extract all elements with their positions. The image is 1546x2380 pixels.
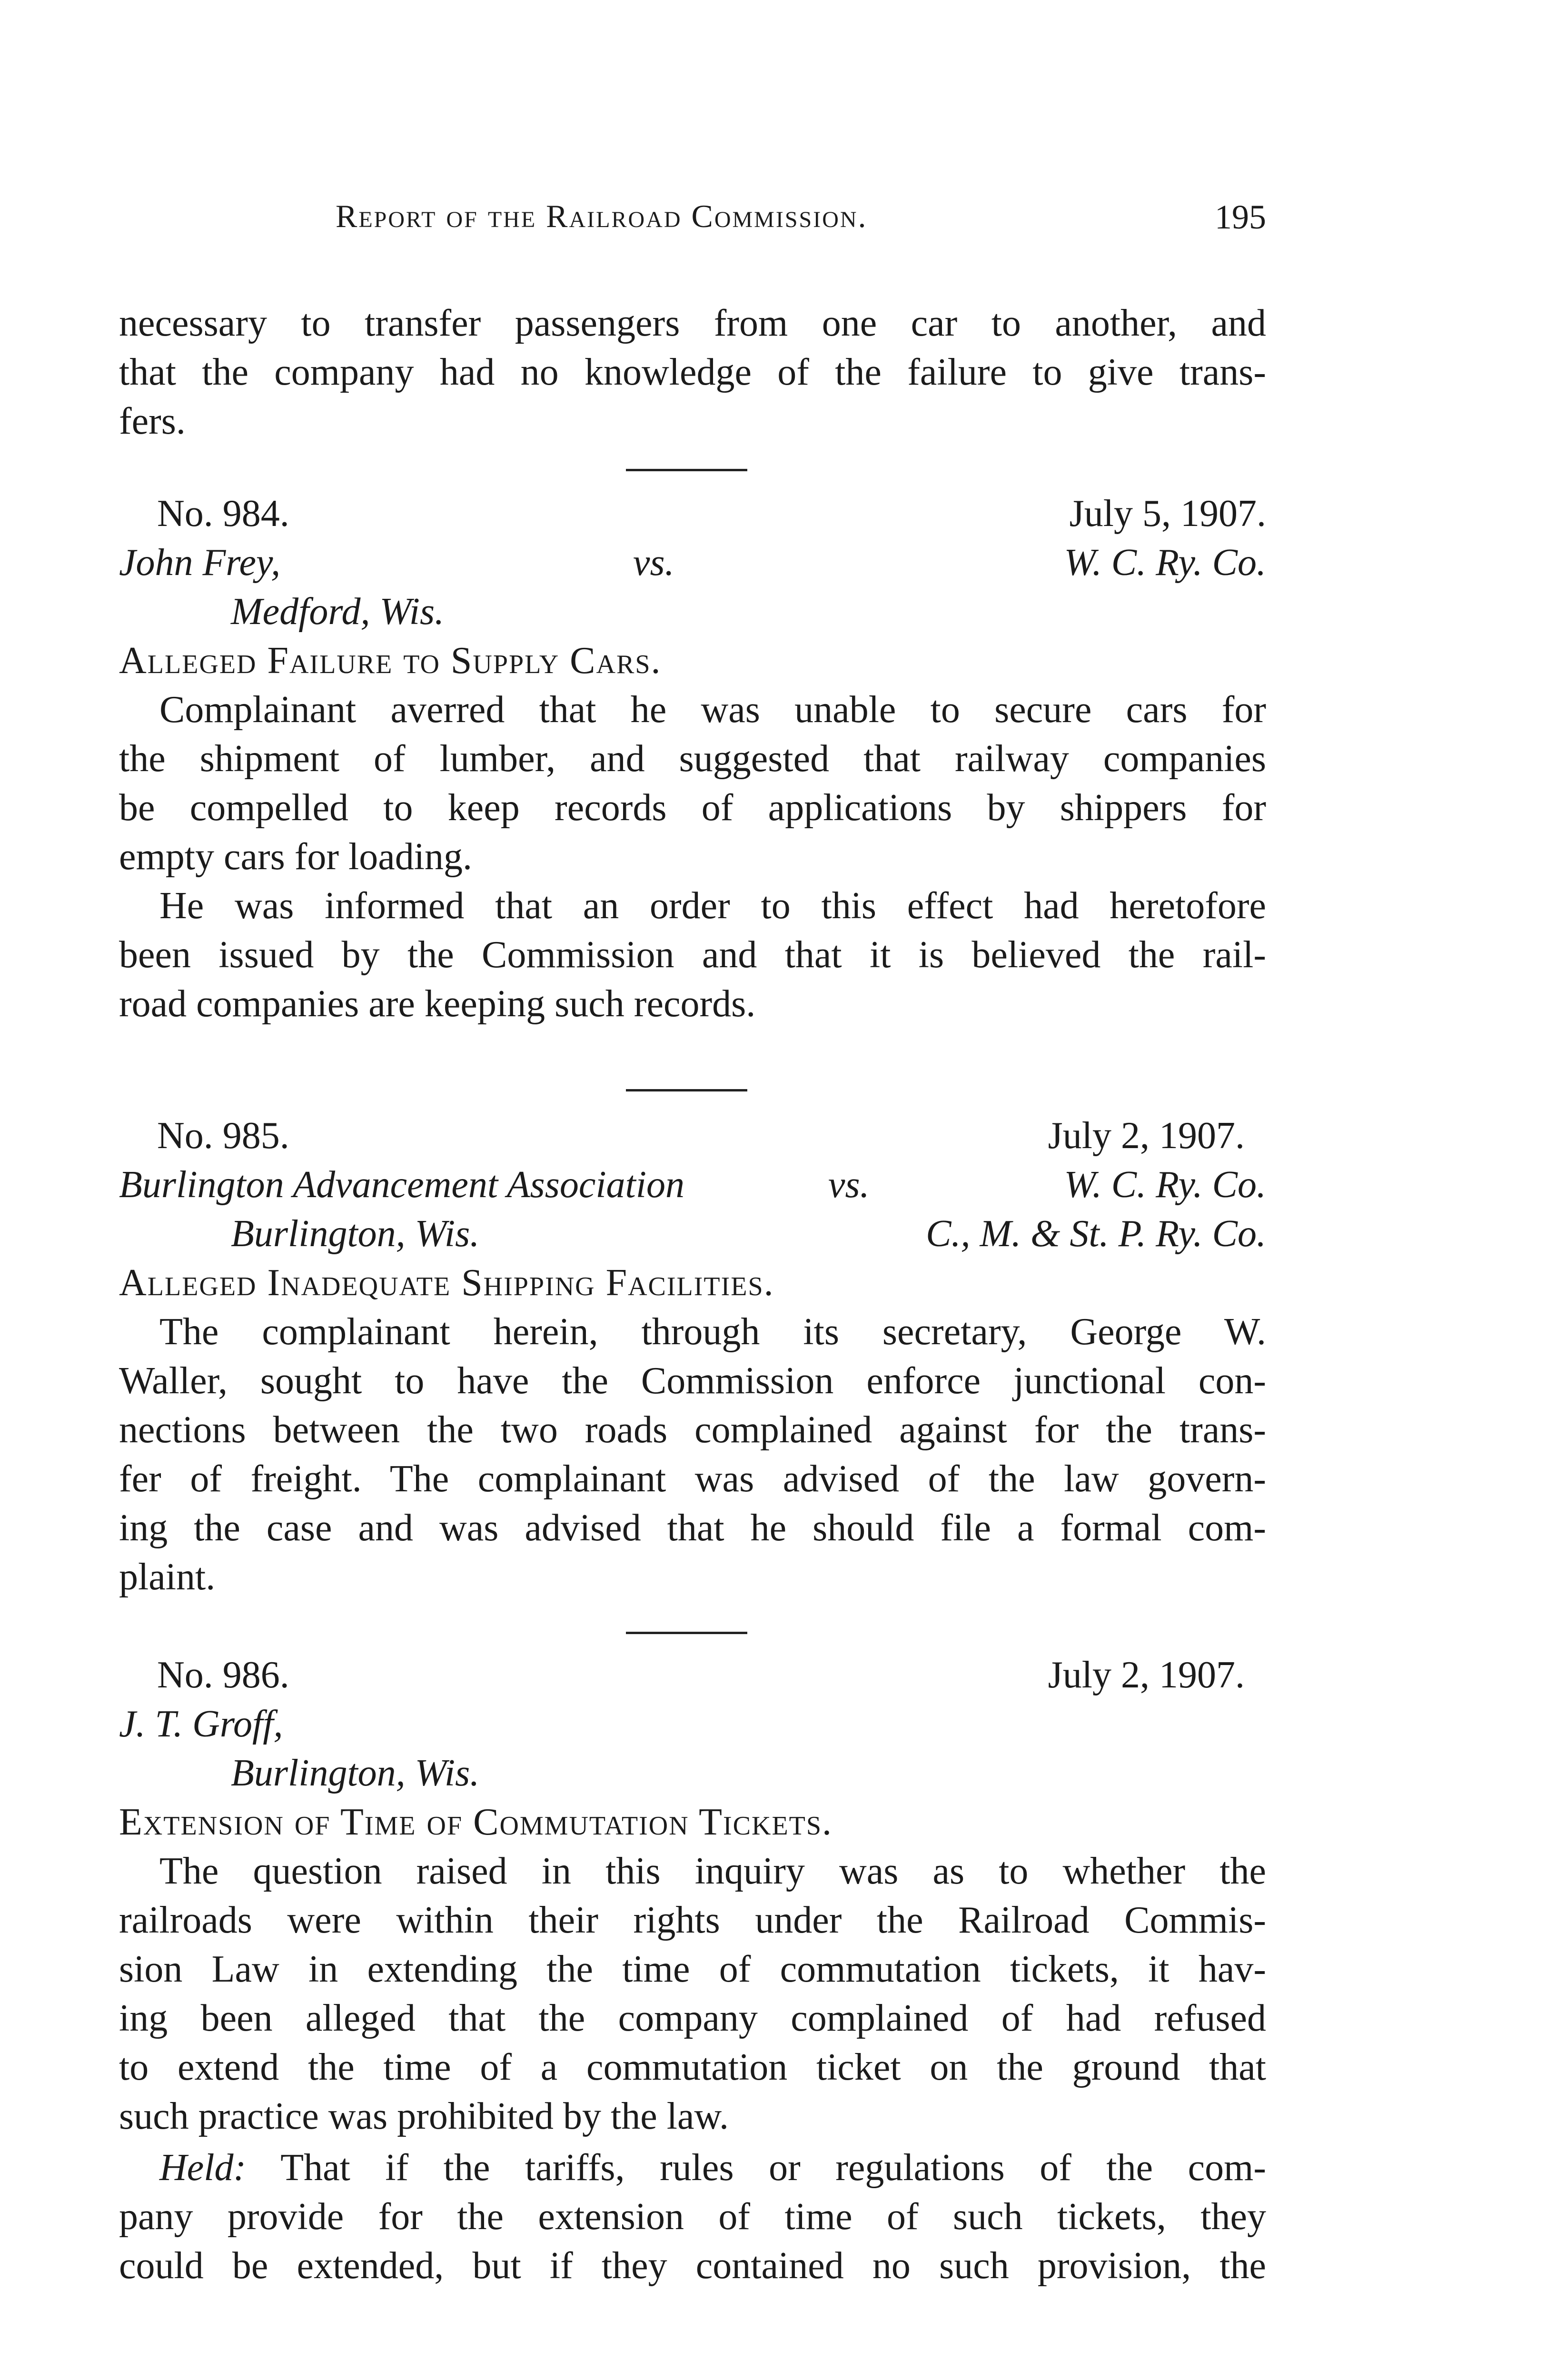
text-line: the shipment of lumber, and suggested that railway companies <box>119 738 1266 780</box>
text-line: could be extended, but if they contained no such provision, the <box>119 2245 1266 2287</box>
case-heading: Alleged Failure to Supply Cars. <box>119 640 662 682</box>
text-line: fers. <box>119 400 186 442</box>
case-984-paragraph-2 <box>119 882 1266 1029</box>
case-985-parties-row <box>119 1160 1266 1210</box>
intro-paragraph <box>119 299 1266 446</box>
respondent-name: W. C. Ry. Co. <box>1064 542 1266 584</box>
case-985-number-row <box>119 1111 1266 1160</box>
text-line <box>119 2143 1266 2192</box>
versus-label: vs. <box>828 1164 870 1206</box>
text-line: railroads were within their rights under the Railroad Commis- <box>119 1899 1266 1941</box>
complainant-place: Burlington, Wis. <box>231 1213 480 1255</box>
text-line: been issued by the Commission and that it is believed the rail- <box>119 934 1266 976</box>
case-number: No. 985. <box>157 1115 289 1157</box>
case-986-parties-row <box>119 1700 1266 1749</box>
held-text: That if the tariffs, rules or regulations of the com- <box>280 2147 1267 2189</box>
text-line: sion Law in extending the time of commutation tickets, it hav- <box>119 1948 1266 1990</box>
case-986-number-row <box>119 1651 1266 1700</box>
complainant-place: Medford, Wis. <box>231 591 445 633</box>
case-986-heading-row <box>119 1798 1266 1847</box>
case-984-paragraph-1 <box>119 685 1266 882</box>
case-985-place-row <box>119 1210 1266 1259</box>
text-line: nections between the two roads complained against for the trans- <box>119 1409 1266 1451</box>
text-line: pany provide for the extension of time of such tickets, they <box>119 2196 1266 2238</box>
text-line: ing been alleged that the company complained of had refused <box>119 1997 1266 2039</box>
case-date: July 2, 1907. <box>1048 1115 1245 1157</box>
case-985-paragraph-1 <box>119 1308 1266 1602</box>
text-line: empty cars for loading. <box>119 836 472 878</box>
section-divider <box>626 1632 747 1634</box>
text-line: He was informed that an order to this effect had heretofore <box>159 885 1266 927</box>
complainant-name: Burlington Advancement Association <box>119 1164 685 1206</box>
case-date: July 5, 1907. <box>1069 493 1266 535</box>
case-986-paragraph-2 <box>119 2143 1266 2291</box>
text-line: plaint. <box>119 1556 216 1598</box>
complainant-name: J. T. Groff, <box>119 1703 283 1745</box>
respondent-name: W. C. Ry. Co. <box>1064 1164 1266 1206</box>
section-divider <box>626 469 747 471</box>
complainant-place: Burlington, Wis. <box>231 1752 480 1794</box>
page-header <box>119 198 1266 250</box>
text-line: be compelled to keep records of applications by shippers for <box>119 787 1266 829</box>
text-line: Complainant averred that he was unable to secure cars for <box>159 689 1266 731</box>
text-line: The complainant herein, through its secretary, George W. <box>159 1311 1266 1353</box>
case-heading: Alleged Inadequate Shipping Facilities. <box>119 1262 774 1304</box>
section-divider <box>626 1089 747 1091</box>
case-986-paragraph-1 <box>119 1847 1266 2141</box>
held-label: Held: <box>159 2147 247 2189</box>
text-line: such practice was prohibited by the law. <box>119 2095 729 2137</box>
versus-label: vs. <box>633 542 674 584</box>
respondent-name: C., M. & St. P. Ry. Co. <box>926 1213 1266 1255</box>
running-title: Report of the Railroad Commission. <box>336 198 868 234</box>
text-line: ing the case and was advised that he should file a formal com- <box>119 1507 1266 1549</box>
case-984-place-row <box>119 587 1266 636</box>
text-line: that the company had no knowledge of the failure to give trans- <box>119 351 1266 393</box>
case-984-heading-row <box>119 636 1266 685</box>
case-984-parties-row <box>119 538 1266 587</box>
case-986-place-row <box>119 1749 1266 1798</box>
complainant-name: John Frey, <box>119 542 281 584</box>
case-number: No. 984. <box>157 493 289 535</box>
case-984-number-row <box>119 489 1266 538</box>
case-985-heading-row <box>119 1259 1266 1308</box>
text-line: fer of freight. The complainant was advised of the law govern- <box>119 1458 1266 1500</box>
case-date: July 2, 1907. <box>1048 1654 1245 1696</box>
case-number: No. 986. <box>157 1654 289 1696</box>
text-line: necessary to transfer passengers from one car to another, and <box>119 302 1266 344</box>
text-line: road companies are keeping such records. <box>119 983 756 1025</box>
case-heading: Extension of Time of Commutation Tickets. <box>119 1801 833 1843</box>
text-line: to extend the time of a commutation ticket on the ground that <box>119 2046 1266 2088</box>
page-number: 195 <box>1215 198 1266 236</box>
text-line: The question raised in this inquiry was as to whether the <box>159 1850 1266 1892</box>
text-line: Waller, sought to have the Commission enforce junctional con- <box>119 1360 1266 1402</box>
